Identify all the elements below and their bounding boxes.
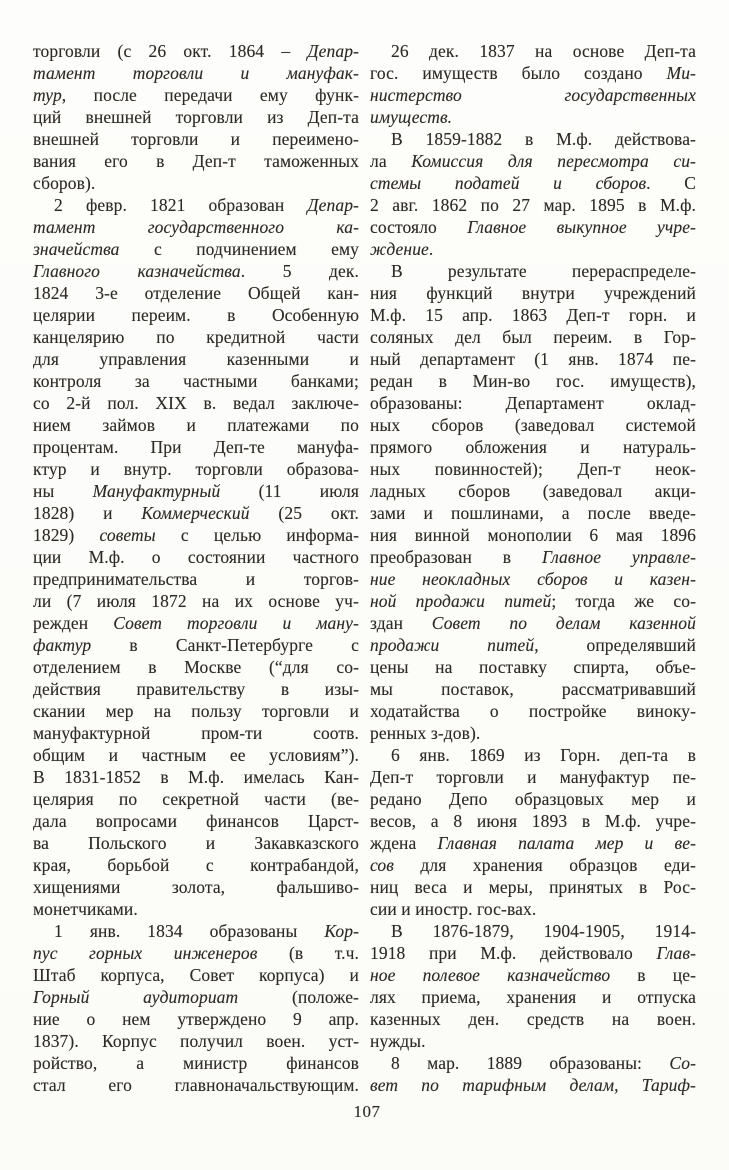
text-column-right <box>370 40 696 1096</box>
text-segment: ниц веса и меры, принятых в Рос- <box>370 877 696 897</box>
text-segment: вания его в Деп-т таможенных <box>33 151 359 171</box>
text-line <box>33 788 359 810</box>
text-segment: Штаб корпуса, Совет корпуса) и <box>33 965 359 985</box>
text-segment: отделением в Москве (“для со- <box>33 657 359 677</box>
text-segment: М.ф. 15 апр. 1863 Деп-т горн. и <box>370 305 696 325</box>
text-segment: ние о нем утверждено 9 апр. <box>33 1009 359 1029</box>
text-line <box>370 678 696 700</box>
text-segment: цены на поставку спирта, объе- <box>370 657 696 677</box>
text-line <box>370 810 696 832</box>
text-segment: ждена <box>370 833 438 853</box>
text-line <box>33 986 359 1008</box>
text-line <box>33 546 359 568</box>
text-segment: целярии переим. в Особенную <box>33 305 359 325</box>
text-line <box>33 260 359 282</box>
text-segment: 2 февр. 1821 образован <box>54 195 308 215</box>
text-line <box>33 722 359 744</box>
text-segment: продажи питей <box>370 635 535 655</box>
text-line <box>370 128 696 150</box>
text-line <box>33 304 359 326</box>
text-line <box>33 590 359 612</box>
text-segment: (в т.ч. <box>257 943 359 963</box>
text-segment: Кор- <box>324 921 359 941</box>
text-line <box>33 1008 359 1030</box>
text-segment: . <box>428 239 434 259</box>
text-segment: нужды. <box>370 1031 426 1051</box>
text-segment: Главного казначейства <box>33 261 241 281</box>
text-line <box>33 612 359 634</box>
text-segment: ния винной монополии 6 мая 1896 <box>370 525 696 545</box>
text-segment: с целью информа- <box>155 525 359 545</box>
text-line <box>370 194 696 216</box>
text-segment: (25 окт. <box>249 503 359 523</box>
text-line <box>33 238 359 260</box>
text-segment: казенных ден. средств на воен. <box>370 1009 696 1029</box>
text-segment: Мануфактурный <box>92 481 221 501</box>
text-line <box>370 854 696 876</box>
text-segment: торговли (с 26 окт. 1864 – <box>33 41 308 61</box>
text-segment: прямого обложения и натураль- <box>370 437 696 457</box>
text-line <box>33 194 359 216</box>
text-segment: целярия по секретной части (ве- <box>33 789 359 809</box>
text-segment: гос. имуществ было создано <box>370 63 667 83</box>
text-line <box>33 282 359 304</box>
text-segment: монетчиками. <box>33 899 138 919</box>
text-segment: канцелярию по кредитной части <box>33 327 359 347</box>
text-line <box>370 84 696 106</box>
text-segment: предпринимательства и торгов- <box>33 569 359 589</box>
text-segment: 26 дек. 1837 на основе Деп-та <box>391 41 696 61</box>
text-segment: зами и пошлинами, а после введе- <box>370 503 696 523</box>
text-segment: действия правительству в изы- <box>33 679 359 699</box>
text-line <box>33 744 359 766</box>
text-line <box>370 436 696 458</box>
text-segment: контроля за частными банками; <box>33 371 359 391</box>
text-segment: ной продажи питей <box>370 591 552 611</box>
text-line <box>370 106 696 128</box>
text-line <box>370 788 696 810</box>
text-segment: ное полевое казначейство <box>370 965 611 985</box>
text-segment: общим и частным ее условиям”). <box>33 745 359 765</box>
text-line <box>370 62 696 84</box>
text-segment: соляных дел был переим. в Гор- <box>370 327 696 347</box>
text-segment: тамент государственного ка- <box>33 217 359 237</box>
text-segment: Деп-т торговли и мануфактур пе- <box>370 767 696 787</box>
text-segment: сов <box>370 855 394 875</box>
text-segment: Глав- <box>656 943 696 963</box>
text-line <box>370 700 696 722</box>
text-line <box>33 832 359 854</box>
text-segment: ройство, а министр финансов <box>33 1053 359 1073</box>
text-segment: Ми- <box>666 63 696 83</box>
text-line <box>33 436 359 458</box>
text-segment: фактур <box>33 635 92 655</box>
text-line <box>370 524 696 546</box>
text-column-left <box>33 40 359 1096</box>
text-segment: , после передачи ему функ- <box>61 85 359 105</box>
text-line <box>370 546 696 568</box>
text-segment: образованы: Департамент оклад- <box>370 393 696 413</box>
text-segment: для хранения образцов еди- <box>393 855 696 875</box>
text-segment: ции М.ф. о состоянии частного <box>33 547 359 567</box>
text-line <box>33 62 359 84</box>
text-line <box>33 370 359 392</box>
text-segment: значейства <box>33 239 120 259</box>
text-line <box>370 216 696 238</box>
text-line <box>370 612 696 634</box>
text-segment: ций внешней торговли из Деп-та <box>33 107 359 127</box>
text-segment: состояло <box>370 217 468 237</box>
text-line <box>33 700 359 722</box>
text-segment: 1824 3-е отделение Общей кан- <box>33 283 359 303</box>
text-segment: ных сборов (заведовал системой <box>370 415 696 435</box>
text-segment: редано Депо образцовых мер и <box>370 789 696 809</box>
text-columns <box>33 40 701 1096</box>
text-segment: режден <box>33 613 114 633</box>
text-line <box>370 392 696 414</box>
text-line <box>370 150 696 172</box>
text-line <box>370 238 696 260</box>
text-segment: вет по тарифным делам, Тариф- <box>370 1075 696 1095</box>
text-segment: края, борьбой с контрабандой, <box>33 855 359 875</box>
text-line <box>33 106 359 128</box>
text-segment: процентам. При Деп-те мануфа- <box>33 437 359 457</box>
text-line <box>33 480 359 502</box>
text-line <box>370 590 696 612</box>
text-segment: Депар- <box>307 195 359 215</box>
text-line <box>370 1074 696 1096</box>
text-segment: ва Польского и Закавказского <box>33 833 359 853</box>
text-segment: весов, а 8 июня 1893 в М.ф. учре- <box>370 811 696 831</box>
text-segment: . 5 дек. <box>240 261 359 281</box>
text-segment: 6 янв. 1869 из Горн. деп-та в <box>391 745 696 765</box>
text-line <box>33 84 359 106</box>
text-segment: ла <box>370 151 412 171</box>
text-segment: ны <box>33 481 93 501</box>
text-line <box>370 986 696 1008</box>
text-line <box>33 524 359 546</box>
text-segment: 1 янв. 1834 образованы <box>54 921 325 941</box>
text-segment: ; тогда же со- <box>551 591 696 611</box>
text-line <box>370 1030 696 1052</box>
text-line <box>33 392 359 414</box>
text-line <box>33 326 359 348</box>
text-line <box>33 1030 359 1052</box>
text-line <box>33 898 359 920</box>
text-line <box>33 876 359 898</box>
text-segment: Главная палата мер и ве- <box>437 833 696 853</box>
text-segment: преобразован в <box>370 547 542 567</box>
text-line <box>370 304 696 326</box>
text-segment: с подчинением ему <box>119 239 359 259</box>
text-segment: тур <box>33 85 62 105</box>
text-line <box>33 964 359 986</box>
text-line <box>370 172 696 194</box>
text-segment: 1918 при М.ф. действовало <box>370 943 657 963</box>
text-line <box>370 744 696 766</box>
text-segment: нистерство государственных <box>370 85 696 105</box>
text-line <box>33 150 359 172</box>
text-line <box>370 964 696 986</box>
text-segment: ный департамент (1 янв. 1874 пе- <box>370 349 696 369</box>
text-line <box>33 766 359 788</box>
text-segment: Горный аудиториат <box>33 987 239 1007</box>
text-segment: для управления казенными и <box>33 349 359 369</box>
text-segment: 2 авг. 1862 по 27 мар. 1895 в М.ф. <box>370 195 696 215</box>
text-line <box>33 348 359 370</box>
text-segment: здан <box>370 613 432 633</box>
text-line <box>370 722 696 744</box>
text-line <box>33 172 359 194</box>
text-line <box>370 656 696 678</box>
text-line <box>370 1052 696 1074</box>
text-segment: лях приема, хранения и отпуска <box>370 987 696 1007</box>
text-segment: Депар- <box>307 41 359 61</box>
text-segment: Совет по делам казенной <box>431 613 696 633</box>
text-line <box>33 810 359 832</box>
text-line <box>370 1008 696 1030</box>
text-segment: хищениями золота, фальшиво- <box>33 877 359 897</box>
text-segment: 1837). Корпус получил воен. уст- <box>33 1031 359 1051</box>
text-line <box>370 832 696 854</box>
text-line <box>370 414 696 436</box>
text-segment: сии и иностр. гос-вах. <box>370 899 537 919</box>
text-segment: ли (7 июля 1872 на их основе уч- <box>33 591 359 611</box>
text-segment: Главное управле- <box>541 547 696 567</box>
text-segment: 1828) и <box>33 503 142 523</box>
text-segment: скании мер на пользу торговли и <box>33 701 359 721</box>
text-segment: со 2-й пол. XIX в. ведал заключе- <box>33 393 359 413</box>
text-line <box>370 282 696 304</box>
text-segment: Со- <box>669 1053 696 1073</box>
text-segment: Главное выкупное учре- <box>467 217 696 237</box>
text-line <box>370 458 696 480</box>
text-line <box>33 656 359 678</box>
text-segment: В 1876-1879, 1904-1905, 1914- <box>391 921 696 941</box>
text-segment: дала вопросами финансов Царст- <box>33 811 359 831</box>
text-line <box>33 854 359 876</box>
text-segment: имуществ. <box>370 107 453 127</box>
text-segment: Коммерческий <box>141 503 250 523</box>
text-line <box>370 260 696 282</box>
text-line <box>370 568 696 590</box>
text-segment: мы поставок, рассматривавший <box>370 679 696 699</box>
text-line <box>33 920 359 942</box>
text-line <box>33 216 359 238</box>
text-segment: нием займов и платежами по <box>33 415 359 435</box>
text-segment: ния функций внутри учреждений <box>370 283 696 303</box>
text-segment: советы <box>99 525 156 545</box>
text-segment: редан в Мин-во гос. имуществ), <box>370 371 696 391</box>
text-line <box>370 942 696 964</box>
text-segment: Комиссия для пересмотра си- <box>411 151 696 171</box>
text-line <box>33 414 359 436</box>
text-segment: ренных з-дов). <box>370 723 481 743</box>
text-line <box>370 898 696 920</box>
text-segment: ктур и внутр. торговли образова- <box>33 459 359 479</box>
text-line <box>370 876 696 898</box>
text-segment: 8 мар. 1889 образованы: <box>391 1053 670 1073</box>
text-segment: В результате перераспределе- <box>391 261 696 281</box>
text-line <box>33 942 359 964</box>
text-line <box>370 766 696 788</box>
text-segment: . С <box>646 173 696 193</box>
text-line <box>370 370 696 392</box>
text-segment: В 1831-1852 в М.ф. имелась Кан- <box>33 767 359 787</box>
text-segment: В 1859-1882 в М.ф. действова- <box>391 129 696 149</box>
text-segment: 1829) <box>33 525 100 545</box>
text-segment: стемы податей и сборов <box>370 173 647 193</box>
text-line <box>370 348 696 370</box>
text-segment: мануфактурной пром-ти соотв. <box>33 723 359 743</box>
text-line <box>370 326 696 348</box>
text-segment: (11 июля <box>220 481 359 501</box>
text-segment: тамент торговли и мануфак- <box>33 63 359 83</box>
text-line <box>370 634 696 656</box>
text-segment: в це- <box>610 965 696 985</box>
text-segment: , определявший <box>534 635 696 655</box>
text-segment: внешней торговли и переимено- <box>33 129 359 149</box>
text-segment: ждение <box>370 239 429 259</box>
page-number: 107 <box>353 1102 381 1121</box>
text-segment: Совет торговли и ману- <box>113 613 359 633</box>
text-segment: ных повинностей); Деп-т неок- <box>370 459 696 479</box>
text-segment: ходатайства о постройке виноку- <box>370 701 696 721</box>
text-segment: в Санкт-Петербурге с <box>91 635 359 655</box>
text-line <box>370 480 696 502</box>
text-segment: ние неокладных сборов и казен- <box>370 569 696 589</box>
text-segment: пус горных инженеров <box>33 943 258 963</box>
text-line <box>370 920 696 942</box>
text-line <box>33 634 359 656</box>
text-line <box>33 1052 359 1074</box>
text-line <box>33 128 359 150</box>
text-line <box>33 678 359 700</box>
text-segment: (положе- <box>238 987 359 1007</box>
text-line <box>370 502 696 524</box>
text-segment: стал его главноначальствующим. <box>33 1075 359 1095</box>
text-line <box>33 568 359 590</box>
text-line <box>33 1074 359 1096</box>
text-segment: сборов). <box>33 173 96 193</box>
text-line <box>33 458 359 480</box>
text-line <box>370 40 696 62</box>
text-segment: ладных сборов (заведовал акци- <box>370 481 696 501</box>
text-line <box>33 502 359 524</box>
text-line <box>33 40 359 62</box>
